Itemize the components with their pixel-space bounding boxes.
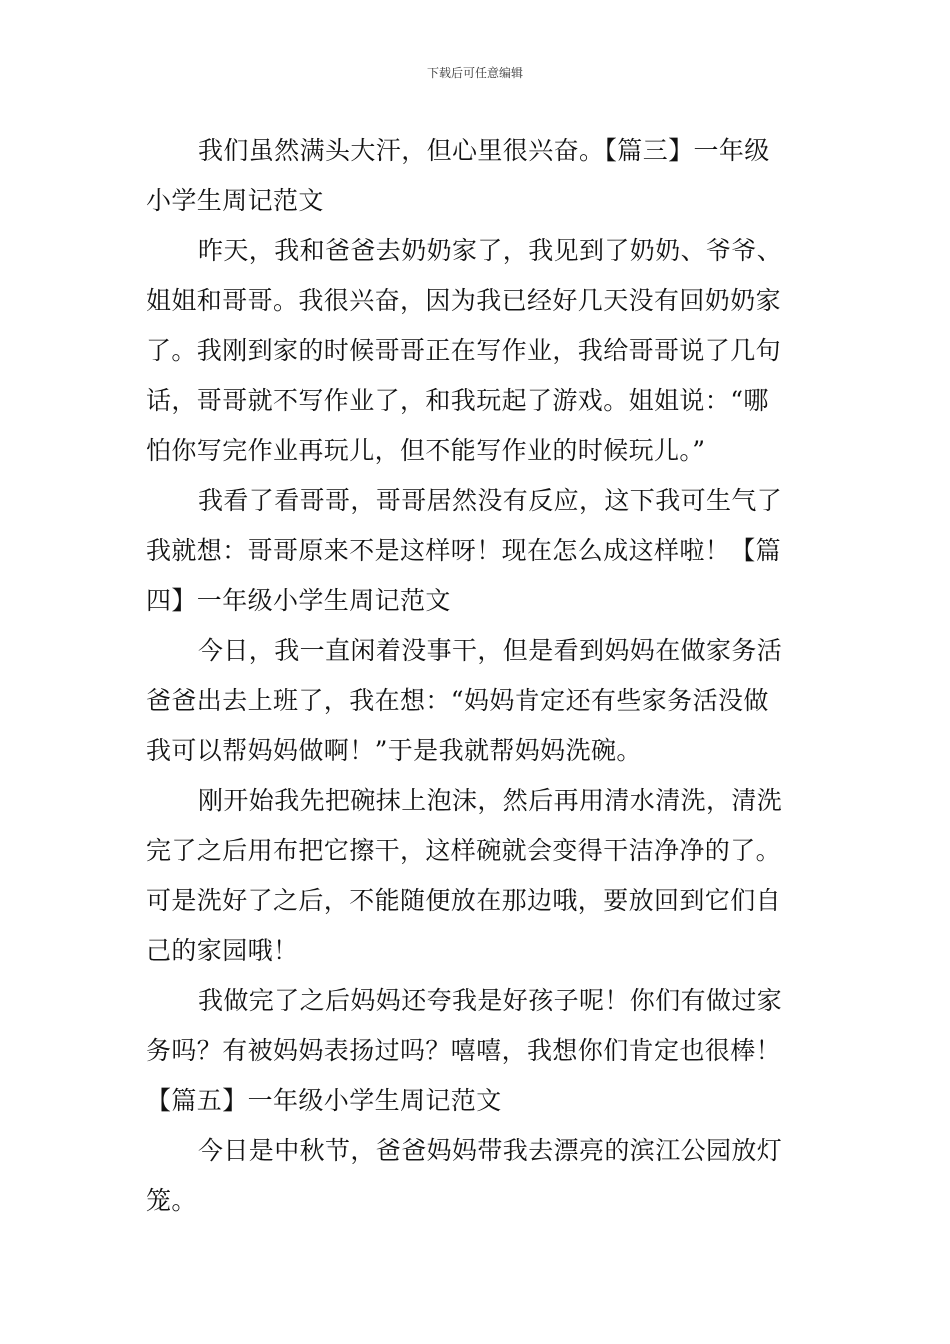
text-line: 我们虽然满头大汗，但心里很兴奋。【篇三】一年级	[198, 136, 770, 165]
text-line: 昨天，我和爸爸去奶奶家了，我见到了奶奶、爷爷、	[198, 236, 783, 265]
text-line: 了。我刚到家的时候哥哥正在写作业，我给哥哥说了几句	[146, 336, 782, 365]
text-line: 姐姐和哥哥。我很兴奋，因为我已经好几天没有回奶奶家	[146, 286, 782, 315]
text-line: 我可以帮妈妈做啊！”于是我就帮妈妈洗碗。	[146, 736, 642, 765]
text-line: 我看了看哥哥，哥哥居然没有反应，这下我可生气了	[198, 486, 783, 515]
document-body	[146, 126, 808, 1226]
page-header: 下载后可任意编辑	[426, 66, 523, 80]
text-line: 爸爸出去上班了，我在想：“妈妈肯定还有些家务活没做	[146, 686, 769, 715]
text-line: 可是洗好了之后，不能随便放在那边哦，要放回到它们自	[146, 886, 782, 915]
text-line: 话，哥哥就不写作业了，和我玩起了游戏。姐姐说：“哪	[146, 386, 769, 415]
text-line: 怕你写完作业再玩儿，但不能写作业的时候玩儿。”	[146, 436, 706, 465]
text-line: 完了之后用布把它擦干，这样碗就会变得干洁净净的了。	[146, 836, 782, 865]
text-line: 务吗？有被妈妈表扬过吗？嘻嘻，我想你们肯定也很棒！	[146, 1036, 782, 1065]
text-line: 笼。	[146, 1186, 197, 1215]
text-line: 【篇五】一年级小学生周记范文	[146, 1086, 502, 1115]
text-line: 今日是中秋节，爸爸妈妈带我去漂亮的滨江公园放灯	[198, 1136, 783, 1165]
text-line: 刚开始我先把碗抹上泡沫，然后再用清水清洗，清洗	[198, 786, 783, 815]
text-line: 我就想：哥哥原来不是这样呀！现在怎么成这样啦！【篇	[146, 536, 782, 565]
text-line: 我做完了之后妈妈还夸我是好孩子呢！你们有做过家	[198, 986, 783, 1015]
text-line: 己的家园哦！	[146, 936, 299, 965]
text-line: 小学生周记范文	[146, 186, 324, 215]
text-line: 四】一年级小学生周记范文	[146, 586, 451, 615]
text-line: 今日，我一直闲着没事干，但是看到妈妈在做家务活	[198, 636, 783, 665]
